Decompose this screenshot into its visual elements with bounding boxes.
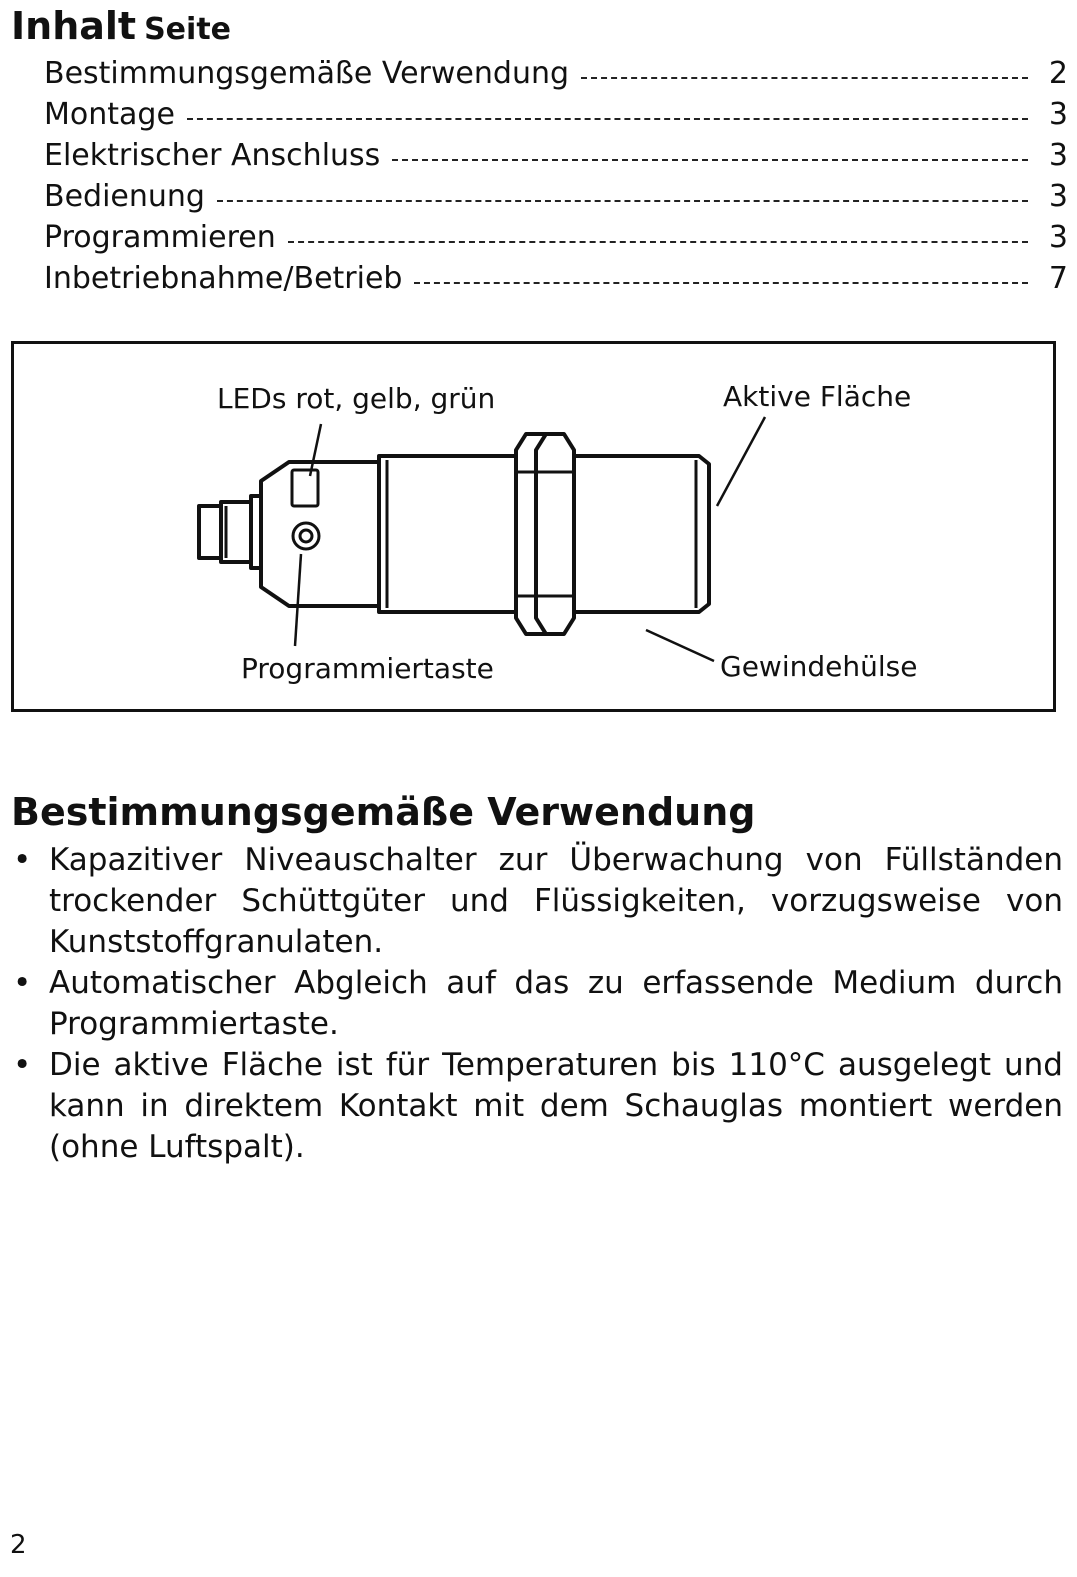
toc-leader xyxy=(581,77,1028,79)
toc-entry[interactable] xyxy=(44,135,1068,176)
list-item-text: Kapazitiver Niveauschalter zur Überwachung von Füllständen trockender Schüttgüter und Flüssigkeiten, vorzugsweise von Kunststoffgranulaten. xyxy=(49,842,1063,960)
toc-entry[interactable] xyxy=(44,94,1068,135)
bullet-icon: • xyxy=(13,965,32,1001)
toc-entry[interactable] xyxy=(44,53,1068,94)
toc-title: Inhalt xyxy=(11,4,137,48)
toc-entry-page: 7 xyxy=(1048,261,1068,296)
toc-heading xyxy=(11,4,231,48)
toc-entry-label: Bedienung xyxy=(44,179,205,214)
toc-entry-page: 3 xyxy=(1048,97,1068,132)
lock-nut-right xyxy=(536,434,574,634)
toc-entry-page: 3 xyxy=(1048,220,1068,255)
list-item-text: Automatischer Abgleich auf das zu erfassende Medium durch Programmiertaste. xyxy=(49,965,1063,1042)
page-number: 2 xyxy=(10,1530,27,1560)
toc-entry-page: 3 xyxy=(1048,179,1068,214)
bullet-list xyxy=(11,840,1063,1168)
callout-program-button: Programmiertaste xyxy=(241,652,494,685)
toc-entry-label: Bestimmungsgemäße Verwendung xyxy=(44,56,570,91)
toc-entry-label: Inbetriebnahme/Betrieb xyxy=(44,261,403,296)
bullet-icon: • xyxy=(13,842,32,878)
list-item xyxy=(11,963,1063,1045)
toc-page-column-label: Seite xyxy=(144,12,232,47)
section-title: Bestimmungsgemäße Verwendung xyxy=(11,790,756,834)
toc-leader xyxy=(187,118,1028,120)
toc-entry[interactable] xyxy=(44,217,1068,258)
leader-line xyxy=(717,417,765,506)
toc-leader xyxy=(414,282,1028,284)
toc-entry-label: Programmieren xyxy=(44,220,276,255)
callout-active-surface: Aktive Fläche xyxy=(723,380,912,413)
toc-entry[interactable] xyxy=(44,258,1068,299)
toc-entry-label: Elektrischer Anschluss xyxy=(44,138,381,173)
bullet-icon: • xyxy=(13,1047,32,1083)
connector-plug xyxy=(199,506,221,558)
list-item xyxy=(11,1045,1063,1168)
toc-leader xyxy=(288,241,1028,243)
toc-entry[interactable] xyxy=(44,176,1068,217)
callout-thread-sleeve: Gewindehülse xyxy=(720,650,918,683)
list-item-text: Die aktive Fläche ist für Temperaturen bis 110°C ausgelegt und kann in direktem Kontakt mit dem Schauglas montiert werden (ohne Luftspalt). xyxy=(49,1047,1063,1165)
toc-leader xyxy=(392,159,1028,161)
sensor-diagram xyxy=(11,341,1056,712)
list-item xyxy=(11,840,1063,963)
toc-entry-page: 3 xyxy=(1048,138,1068,173)
toc-entry-page: 2 xyxy=(1048,56,1068,91)
toc-entry-label: Montage xyxy=(44,97,175,132)
leader-line xyxy=(646,630,714,661)
callout-leds: LEDs rot, gelb, grün xyxy=(217,382,496,415)
toc-leader xyxy=(217,200,1028,202)
